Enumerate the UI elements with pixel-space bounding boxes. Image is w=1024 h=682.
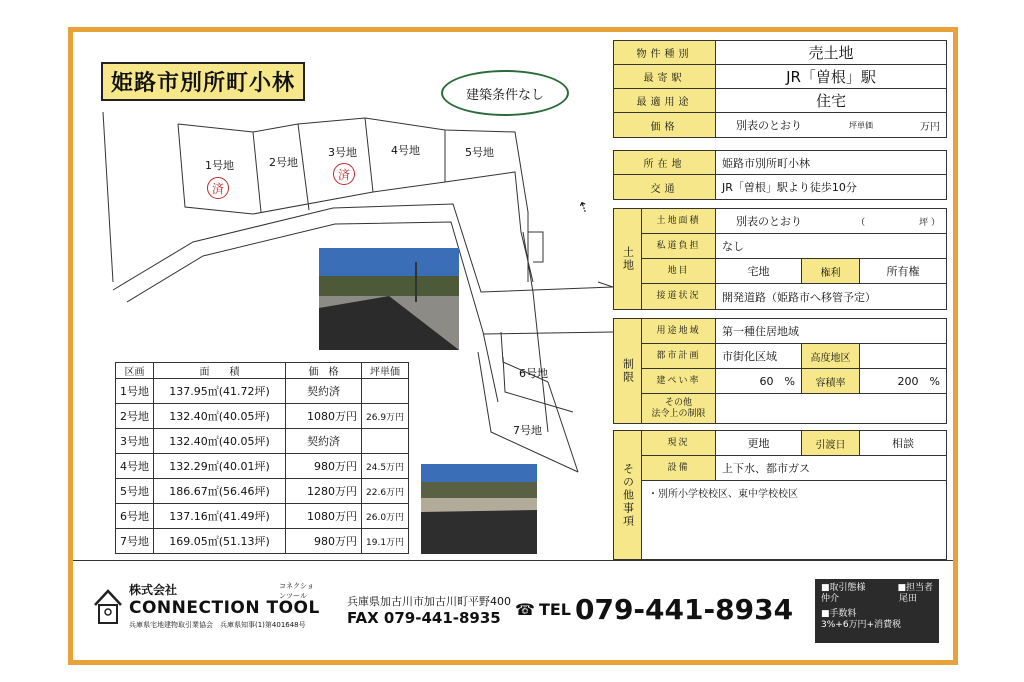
price-label: 価格 (614, 113, 716, 137)
cell-price: 契約済 (286, 429, 362, 454)
cell-unit: 24.5万円 (362, 454, 409, 479)
site-photo (421, 464, 537, 554)
lot-label-1: 1号地 (205, 159, 234, 172)
company-name: CONNECTION TOOL (129, 598, 320, 618)
status-label: 現況 (642, 431, 716, 455)
private-road-value: なし (722, 240, 744, 253)
lot-label-3: 3号地 (328, 146, 357, 159)
nearest-station: JR「曽根」駅 (786, 68, 876, 86)
lot-label-6: 6号地 (519, 367, 548, 380)
kenri-value: 所有権 (886, 265, 920, 278)
column-header: 面 積 (154, 363, 286, 379)
table-row (116, 454, 409, 479)
sold-mark: 済 (207, 177, 229, 199)
tsubo-unit: 万円 (920, 121, 940, 133)
cell-price: 契約済 (286, 379, 362, 404)
city-plan-label: 都市計画 (642, 344, 716, 368)
cell-price: 1280万円 (286, 479, 362, 504)
road-access-label: 接道状況 (642, 284, 716, 309)
house-logo-icon (93, 587, 123, 625)
sold-mark: 済 (333, 163, 355, 185)
cell-area: 169.05㎡(51.13坪) (154, 529, 286, 554)
zone-label: 用途地域 (642, 319, 716, 343)
building-condition-badge: 建築条件なし (441, 70, 569, 116)
land-side-label: 土地 (614, 209, 642, 309)
tel-block (515, 593, 793, 626)
staff-label: ■担当者 (897, 583, 933, 593)
table-row (116, 429, 409, 454)
access-value: JR「曽根」駅より徒歩10分 (722, 181, 857, 194)
deal-value: 仲介 (821, 594, 840, 604)
property-type: 売土地 (808, 44, 854, 62)
summary-panel (613, 40, 947, 138)
company-address: 兵庫県加古川市加古川町平野400 (347, 595, 511, 608)
others-side-label: その他事項 (614, 431, 642, 559)
table-row (116, 504, 409, 529)
cell-price: 980万円 (286, 529, 362, 554)
cell-area: 137.95㎡(41.72坪) (154, 379, 286, 404)
phone-icon: ☎ (515, 600, 535, 619)
price-value: 別表のとおり (736, 119, 802, 132)
table-row (116, 479, 409, 504)
facility-label: 設備 (642, 456, 716, 480)
cell-lot: 5号地 (116, 479, 154, 504)
cell-unit: 26.0万円 (362, 504, 409, 529)
land-area-value: 別表のとおり (736, 215, 802, 228)
type-label: 物件種別 (614, 41, 716, 64)
cell-price: 1080万円 (286, 404, 362, 429)
cell-area: 137.16㎡(41.49坪) (154, 504, 286, 529)
lot-price-table (115, 362, 409, 554)
cell-area: 186.67㎡(56.46坪) (154, 479, 286, 504)
height-district-label: 高度地区 (802, 344, 860, 368)
chimoku-label: 地目 (642, 259, 716, 283)
restriction-panel (613, 318, 947, 424)
handover-value: 相談 (892, 437, 914, 450)
bcr-label: 建ぺい率 (642, 369, 716, 393)
school-district-note: ・別所小学校校区、東中学校校区 (648, 489, 798, 500)
north-arrow-icon: ⇡ (575, 198, 593, 218)
location-panel (613, 150, 947, 200)
address-label: 所在地 (614, 151, 716, 174)
bcr-value: 60 % (716, 369, 802, 393)
table-row (116, 379, 409, 404)
table-row (116, 404, 409, 429)
page-title: 姫路市別所町小林 (101, 62, 305, 101)
zone-value: 第一種住居地域 (722, 325, 799, 338)
lot-label-5: 5号地 (465, 146, 494, 159)
land-area-label: 土地面積 (642, 209, 716, 233)
column-header: 坪単価 (362, 363, 409, 379)
cell-unit: 26.9万円 (362, 404, 409, 429)
tsubo-label: 坪単価 (849, 120, 873, 130)
cell-unit: 22.6万円 (362, 479, 409, 504)
chimoku-value: 宅地 (716, 259, 802, 283)
use-label: 最適用途 (614, 89, 716, 112)
other-items-panel (613, 430, 947, 560)
cell-price: 1080万円 (286, 504, 362, 529)
fax-number: FAX 079-441-8935 (347, 609, 501, 627)
cell-area: 132.40㎡(40.05坪) (154, 429, 286, 454)
lot-label-2: 2号地 (269, 156, 298, 169)
cell-price: 980万円 (286, 454, 362, 479)
cell-lot: 4号地 (116, 454, 154, 479)
restriction-side-label: 制限 (614, 319, 642, 423)
cell-lot: 6号地 (116, 504, 154, 529)
station-label: 最寄駅 (614, 65, 716, 88)
land-panel (613, 208, 947, 310)
property-flyer (68, 27, 958, 665)
company-type: 株式会社 (129, 583, 178, 597)
far-label: 容積率 (802, 369, 860, 393)
fee-value: 3%+6万円+消費税 (821, 620, 902, 630)
deal-label: ■取引態様 (821, 583, 866, 593)
tel-number[interactable]: 079-441-8934 (574, 593, 794, 626)
table-row (116, 529, 409, 554)
status-value: 更地 (716, 431, 802, 455)
cell-unit (362, 379, 409, 404)
road-access-value: 開発道路（姫路市へ移管予定） (722, 290, 876, 304)
column-header: 区画 (116, 363, 154, 379)
access-label: 交通 (614, 175, 716, 199)
cell-unit (362, 429, 409, 454)
cell-lot: 2号地 (116, 404, 154, 429)
tel-prefix: TEL (538, 600, 571, 619)
address-value: 姫路市別所町小林 (722, 156, 810, 170)
fee-label: ■手数料 (821, 609, 857, 619)
land-area-paren: （ 坪 ） (856, 217, 940, 228)
lot-label-7: 7号地 (513, 424, 542, 437)
column-header: 価 格 (286, 363, 362, 379)
cell-lot: 1号地 (116, 379, 154, 404)
license-info: 兵庫県宅地建物取引業協会 兵庫県知事(1)第401648号 (129, 621, 306, 629)
handover-label: 引渡日 (802, 431, 860, 455)
other-restriction-value (716, 394, 946, 423)
other-restriction-label: その他 法令上の制限 (642, 394, 716, 423)
facility-value: 上下水、都市ガス (722, 462, 810, 475)
table-header-row (116, 363, 409, 379)
height-district-value (860, 344, 946, 368)
company-kana: コネクションツール (279, 582, 314, 600)
company-footer (73, 560, 953, 660)
cell-area: 132.40㎡(40.05坪) (154, 404, 286, 429)
deal-info-box (815, 579, 939, 643)
lot-label-4: 4号地 (391, 144, 420, 157)
optimal-use: 住宅 (815, 92, 846, 110)
cell-unit: 19.1万円 (362, 529, 409, 554)
city-plan-value: 市街化区域 (716, 344, 802, 368)
cell-area: 132.29㎡(40.01坪) (154, 454, 286, 479)
cell-lot: 3号地 (116, 429, 154, 454)
staff-value: 尾田 (898, 594, 917, 604)
private-road-label: 私道負担 (642, 234, 716, 258)
site-photo (319, 248, 459, 350)
kenri-label: 権利 (802, 259, 860, 283)
far-value: 200 % (897, 375, 940, 388)
cell-lot: 7号地 (116, 529, 154, 554)
company-block (129, 581, 320, 630)
